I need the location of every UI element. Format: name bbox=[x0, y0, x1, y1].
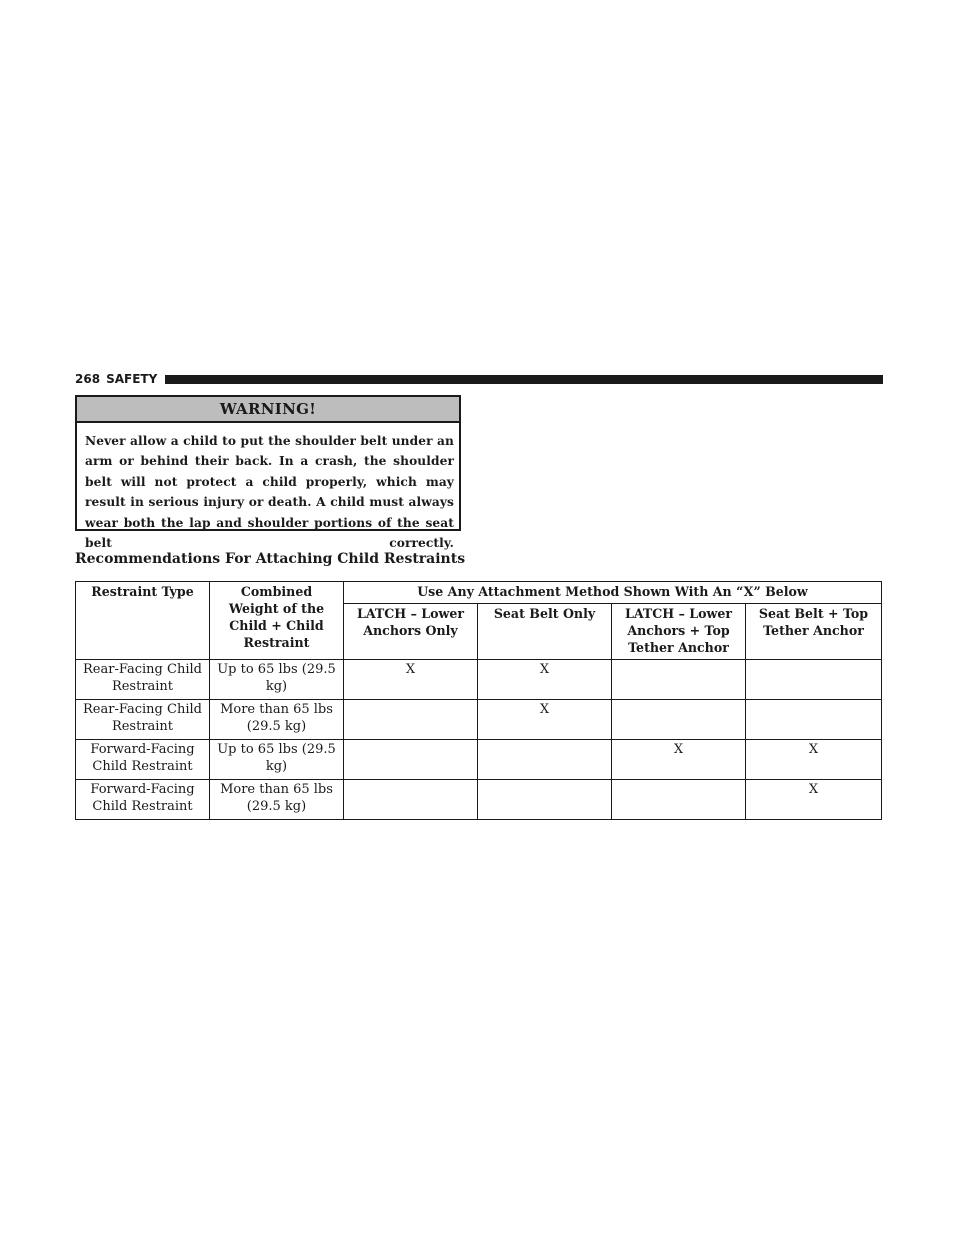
cell-restraint-type: Forward-Facing Child Restraint bbox=[76, 780, 210, 820]
section-heading: Recommendations For Attaching Child Restraints bbox=[75, 551, 466, 567]
table-row bbox=[76, 660, 882, 700]
cell-mark: X bbox=[612, 740, 746, 780]
cell-mark bbox=[344, 740, 478, 780]
cell-mark: X bbox=[746, 780, 882, 820]
header-method-belt-tether: Seat Belt + Top Tether Anchor bbox=[746, 604, 882, 660]
cell-mark bbox=[612, 780, 746, 820]
table-row bbox=[76, 740, 882, 780]
header-method-seat-belt: Seat Belt Only bbox=[478, 604, 612, 660]
section-name: SAFETY bbox=[106, 372, 158, 386]
cell-mark bbox=[344, 700, 478, 740]
cell-mark: X bbox=[344, 660, 478, 700]
header-rule bbox=[165, 375, 883, 384]
cell-mark bbox=[478, 780, 612, 820]
cell-mark bbox=[746, 700, 882, 740]
cell-restraint-type: Forward-Facing Child Restraint bbox=[76, 740, 210, 780]
cell-weight: More than 65 lbs (29.5 kg) bbox=[210, 700, 344, 740]
header-method-latch-tether: LATCH – Lower Anchors + Top Tether Anchor bbox=[612, 604, 746, 660]
cell-weight: Up to 65 lbs (29.5 kg) bbox=[210, 740, 344, 780]
cell-weight: Up to 65 lbs (29.5 kg) bbox=[210, 660, 344, 700]
header-method-latch-lower: LATCH – Lower Anchors Only bbox=[344, 604, 478, 660]
cell-mark: X bbox=[746, 740, 882, 780]
page-header bbox=[75, 372, 883, 386]
cell-mark: X bbox=[478, 700, 612, 740]
cell-mark: X bbox=[478, 660, 612, 700]
cell-mark bbox=[344, 780, 478, 820]
cell-restraint-type: Rear-Facing Child Restraint bbox=[76, 700, 210, 740]
table-row bbox=[76, 700, 882, 740]
cell-mark bbox=[612, 700, 746, 740]
cell-mark bbox=[612, 660, 746, 700]
header-attachment-group: Use Any Attachment Method Shown With An “X” Below bbox=[344, 582, 882, 604]
table-header-row bbox=[76, 582, 882, 604]
cell-mark bbox=[746, 660, 882, 700]
table-row bbox=[76, 780, 882, 820]
header-restraint-type: Restraint Type bbox=[76, 582, 210, 660]
cell-mark bbox=[478, 740, 612, 780]
warning-text: Never allow a child to put the shoulder belt under an arm or behind their back. In a crash, the shoulder belt will not protect a child properly, which may result in serious injury or death. A child must always wear both the lap and shoulder portions of the seat belt correctly. bbox=[85, 434, 454, 551]
header-combined-weight: Combined Weight of the Child + Child Restraint bbox=[210, 582, 344, 660]
restraint-table bbox=[75, 581, 882, 820]
cell-weight: More than 65 lbs (29.5 kg) bbox=[210, 780, 344, 820]
warning-title: WARNING! bbox=[77, 397, 459, 423]
warning-box bbox=[75, 395, 461, 551]
page-number: 268 bbox=[75, 372, 101, 386]
cell-restraint-type: Rear-Facing Child Restraint bbox=[76, 660, 210, 700]
